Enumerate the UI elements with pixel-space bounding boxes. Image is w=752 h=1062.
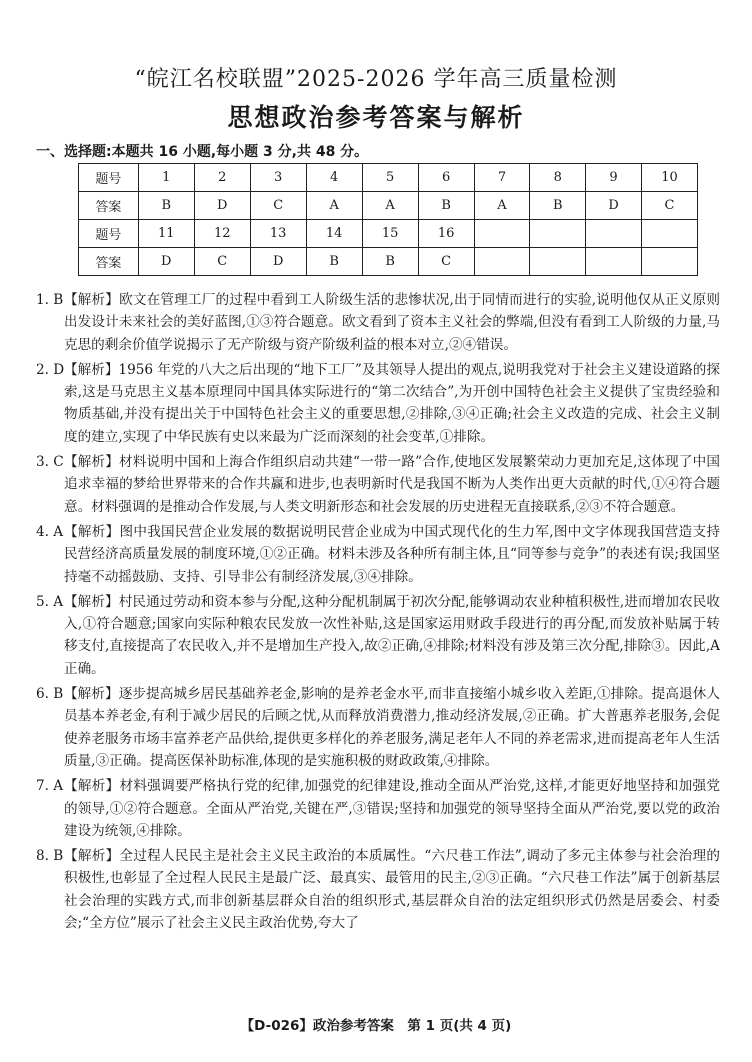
question-number-cell: 10 <box>641 164 697 192</box>
item-number: 6. B <box>36 686 64 703</box>
item-text: 【解析】1956 年党的八大之后出现的“地下工厂”及其领导人提出的观点,说明我党对于社会主义建设道路的探索,这是马克思主义基本原理同中国具体实际进行的“第二次结合”,为开创中国特色社会主义提供了宝贵经验和物质基础,并没有提出关于中国特色社会主义的重要思想,②排除,③④正确;社会主义改造的完成、社会主义制度的建立,实现了中华民族有史以来最为广泛而深刻的社会变革,①排除。 <box>64 361 720 445</box>
answer-cell: C <box>250 192 306 220</box>
answer-cell: D <box>138 248 194 276</box>
item-text: 【解析】材料强调要严格执行党的纪律,加强党的纪律建设,推动全面从严治党,这样,才能更好地坚持和加强党的领导,①②符合题意。全面从严治党,关键在严,③错误;坚持和加强党的领导坚持全面从严治党,要以党的政治建设为统领,④排除。 <box>64 778 720 839</box>
answer-cell: A <box>362 192 418 220</box>
question-number-cell: 9 <box>586 164 642 192</box>
item-text: 【解析】全过程人民民主是社会主义民主政治的本质属性。“六尺巷工作法”,调动了多元主体参与社会治理的积极性,也彰显了全过程人民民主是最广泛、最真实、最管用的民主,②③正确。“六尺巷工作法”属于创新基层社会治理的实践方式,而非创新基层群众自治的组织形式,基层群众自治的法定组织形式仍然是居委会、村委会;“全方位”展示了社会主义民主政治优势,夸大了 <box>64 848 720 932</box>
explanation-item <box>36 289 720 356</box>
row-label-answer: 答案 <box>79 248 139 276</box>
question-number-cell: 4 <box>306 164 362 192</box>
question-number-cell: 12 <box>194 220 250 248</box>
question-number-cell <box>586 220 642 248</box>
page-footer: 【D-026】政治参考答案 第 1 页(共 4 页) <box>240 1018 512 1034</box>
question-number-cell: 5 <box>362 164 418 192</box>
answer-cell: B <box>362 248 418 276</box>
item-text: 【解析】村民通过劳动和资本参与分配,这种分配机制属于初次分配,能够调动农业种植积极性,进而增加农民收入,①符合题意;国家向实际种粮农民发放一次性补贴,这是国家运用财政手段进行的再分配,而发放补贴属于转移支付,直接提高了农民收入,并不是增加生产投入,故②正确,④排除;材料没有涉及第三次分配,排除③。因此,A 正确。 <box>64 593 720 677</box>
question-number-cell: 7 <box>474 164 530 192</box>
question-number-cell <box>641 220 697 248</box>
answer-cell: B <box>138 192 194 220</box>
explanation-item <box>36 521 720 588</box>
row-label-question: 题号 <box>79 164 139 192</box>
explanation-item <box>36 775 720 842</box>
item-number: 3. C <box>36 454 64 471</box>
item-number: 5. A <box>36 593 64 610</box>
table-row <box>79 164 698 192</box>
question-number-cell: 14 <box>306 220 362 248</box>
question-number-cell: 2 <box>194 164 250 192</box>
answer-cell: C <box>641 192 697 220</box>
answer-cell: A <box>306 192 362 220</box>
item-text: 【解析】图中我国民营企业发展的数据说明民营企业成为中国式现代化的生力军,图中文字体现我国营造支持民营经济高质量发展的制度环境,①②正确。材料未涉及各种所有制主体,且“同等参与竞争”的表述有误;我国坚持毫不动摇鼓励、支持、引导非公有制经济发展,③④排除。 <box>64 523 720 585</box>
question-number-cell: 16 <box>418 220 474 248</box>
answer-cell: D <box>194 192 250 220</box>
question-number-cell: 1 <box>138 164 194 192</box>
explanation-item <box>36 591 720 680</box>
answer-cell: D <box>586 192 642 220</box>
answer-cell: C <box>418 248 474 276</box>
explanation-item <box>36 845 720 934</box>
answer-cell: B <box>530 192 586 220</box>
table-row <box>79 248 698 276</box>
answer-cell <box>586 248 642 276</box>
question-number-cell: 8 <box>530 164 586 192</box>
item-number: 2. D <box>36 361 65 378</box>
explanation-list <box>36 289 720 937</box>
question-number-cell: 3 <box>250 164 306 192</box>
question-number-cell: 15 <box>362 220 418 248</box>
question-number-cell: 13 <box>250 220 306 248</box>
section-heading: 一、选择题:本题共 16 小题,每小题 3 分,共 48 分。 <box>36 144 369 160</box>
item-number: 4. A <box>36 523 64 540</box>
row-label-question: 题号 <box>79 220 139 248</box>
table-row <box>79 192 698 220</box>
item-number: 1. B <box>36 292 64 308</box>
answer-cell <box>474 248 530 276</box>
answer-cell: A <box>474 192 530 220</box>
item-number: 7. A <box>36 778 64 795</box>
item-text: 【解析】欧文在管理工厂的过程中看到工人阶级生活的悲惨状况,出于同情而进行的实验,说明他仅从正义原则出发设计未来社会的美好蓝图,①③符合题意。欧文看到了资本主义社会的弊端,但没有看到工人阶级的力量,马克思的剩余价值学说揭示了无产阶级与资产阶级利益的根本对立,②④错误。 <box>64 292 720 353</box>
answer-cell: C <box>194 248 250 276</box>
table-row <box>79 220 698 248</box>
explanation-item <box>36 359 720 448</box>
answer-cell <box>530 248 586 276</box>
answer-cell <box>641 248 697 276</box>
exam-title: “皖江名校联盟”2025-2026 学年高三质量检测 <box>134 67 618 92</box>
answer-cell: B <box>418 192 474 220</box>
question-number-cell: 6 <box>418 164 474 192</box>
answer-table <box>78 163 698 276</box>
row-label-answer: 答案 <box>79 192 139 220</box>
explanation-item <box>36 683 720 772</box>
question-number-cell <box>530 220 586 248</box>
explanation-item <box>36 451 720 518</box>
answer-cell: B <box>306 248 362 276</box>
item-text: 【解析】逐步提高城乡居民基础养老金,影响的是养老金水平,而非直接缩小城乡收入差距,①排除。提高退休人员基本养老金,有利于减少居民的后顾之忧,从而释放消费潜力,推动经济发展,②正确。扩大普惠养老服务,会促使养老服务市场丰富养老产品供给,提供更多样化的养老服务,满足老年人不同的养老需求,进而提高老年人生活质量,③正确。提高医保补助标准,体现的是实施积极的财政政策,④排除。 <box>64 686 720 769</box>
answer-cell: D <box>250 248 306 276</box>
question-number-cell <box>474 220 530 248</box>
item-text: 【解析】材料说明中国和上海合作组织启动共建“一带一路”合作,使地区发展繁荣动力更加充足,这体现了中国追求幸福的梦给世界带来的合作共赢和进步,也表明新时代是我国不断为人类作出更大贡献的时代,①④符合题意。材料强调的是推动合作发展,与人类文明新形态和社会发展的历史进程无直接联系,②③不符合题意。 <box>64 454 720 515</box>
document-subtitle: 思想政治参考答案与解析 <box>227 103 525 132</box>
item-number: 8. B <box>36 848 64 865</box>
question-number-cell: 11 <box>138 220 194 248</box>
